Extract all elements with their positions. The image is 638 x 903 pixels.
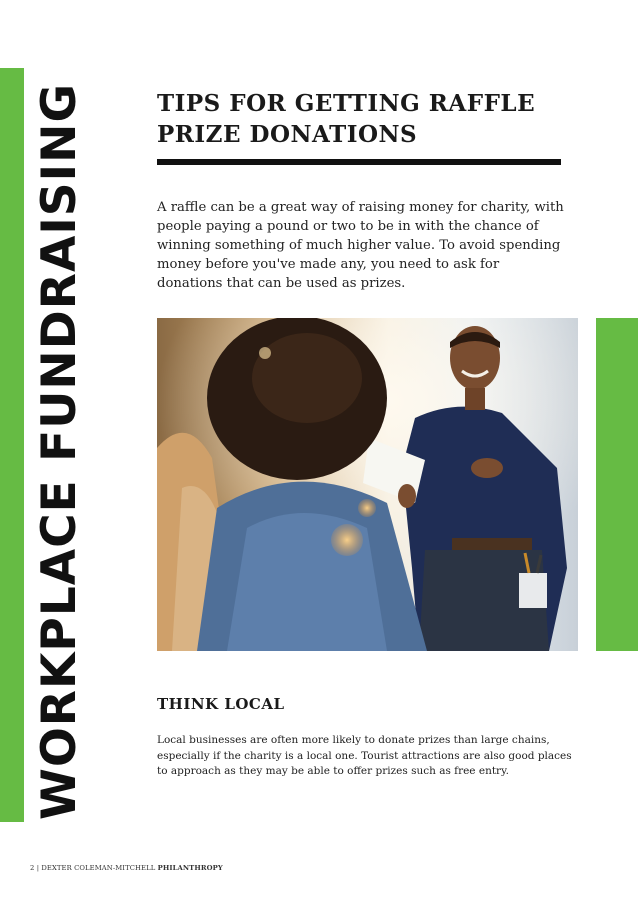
vertical-section-title: WORKPLACE FUNDRAISING [32, 82, 87, 820]
footer-publication: PHILANTHROPY [157, 864, 223, 872]
footer-author: DEXTER COLEMAN-MITCHELL [41, 864, 156, 872]
left-green-accent-bar [0, 68, 24, 822]
page-footer [30, 864, 223, 872]
right-green-accent-bar [596, 318, 638, 651]
section-paragraph: Local businesses are often more likely to donate prizes than large chains, especially if the charity is a local one. Tourist attractions are also good places to approach as they may be able to offer prizes such as free entry. [157, 734, 572, 777]
page-title: TIPS FOR GETTING RAFFLE PRIZE DONATIONS [157, 90, 536, 148]
office-meeting-photo [157, 318, 578, 651]
office-meeting-photo-illustration [157, 318, 578, 651]
footer-page-number: 2 [30, 864, 35, 872]
footer-separator: | [34, 864, 42, 872]
title-underline-rule [157, 159, 561, 165]
intro-paragraph: A raffle can be a great way of raising money for charity, with people paying a pound or two to be in with the chance of winning something of much higher value. To avoid spending money before you've made any, you need to ask for donations that can be used as prizes. [157, 200, 564, 291]
section-heading: THINK LOCAL [157, 695, 285, 713]
